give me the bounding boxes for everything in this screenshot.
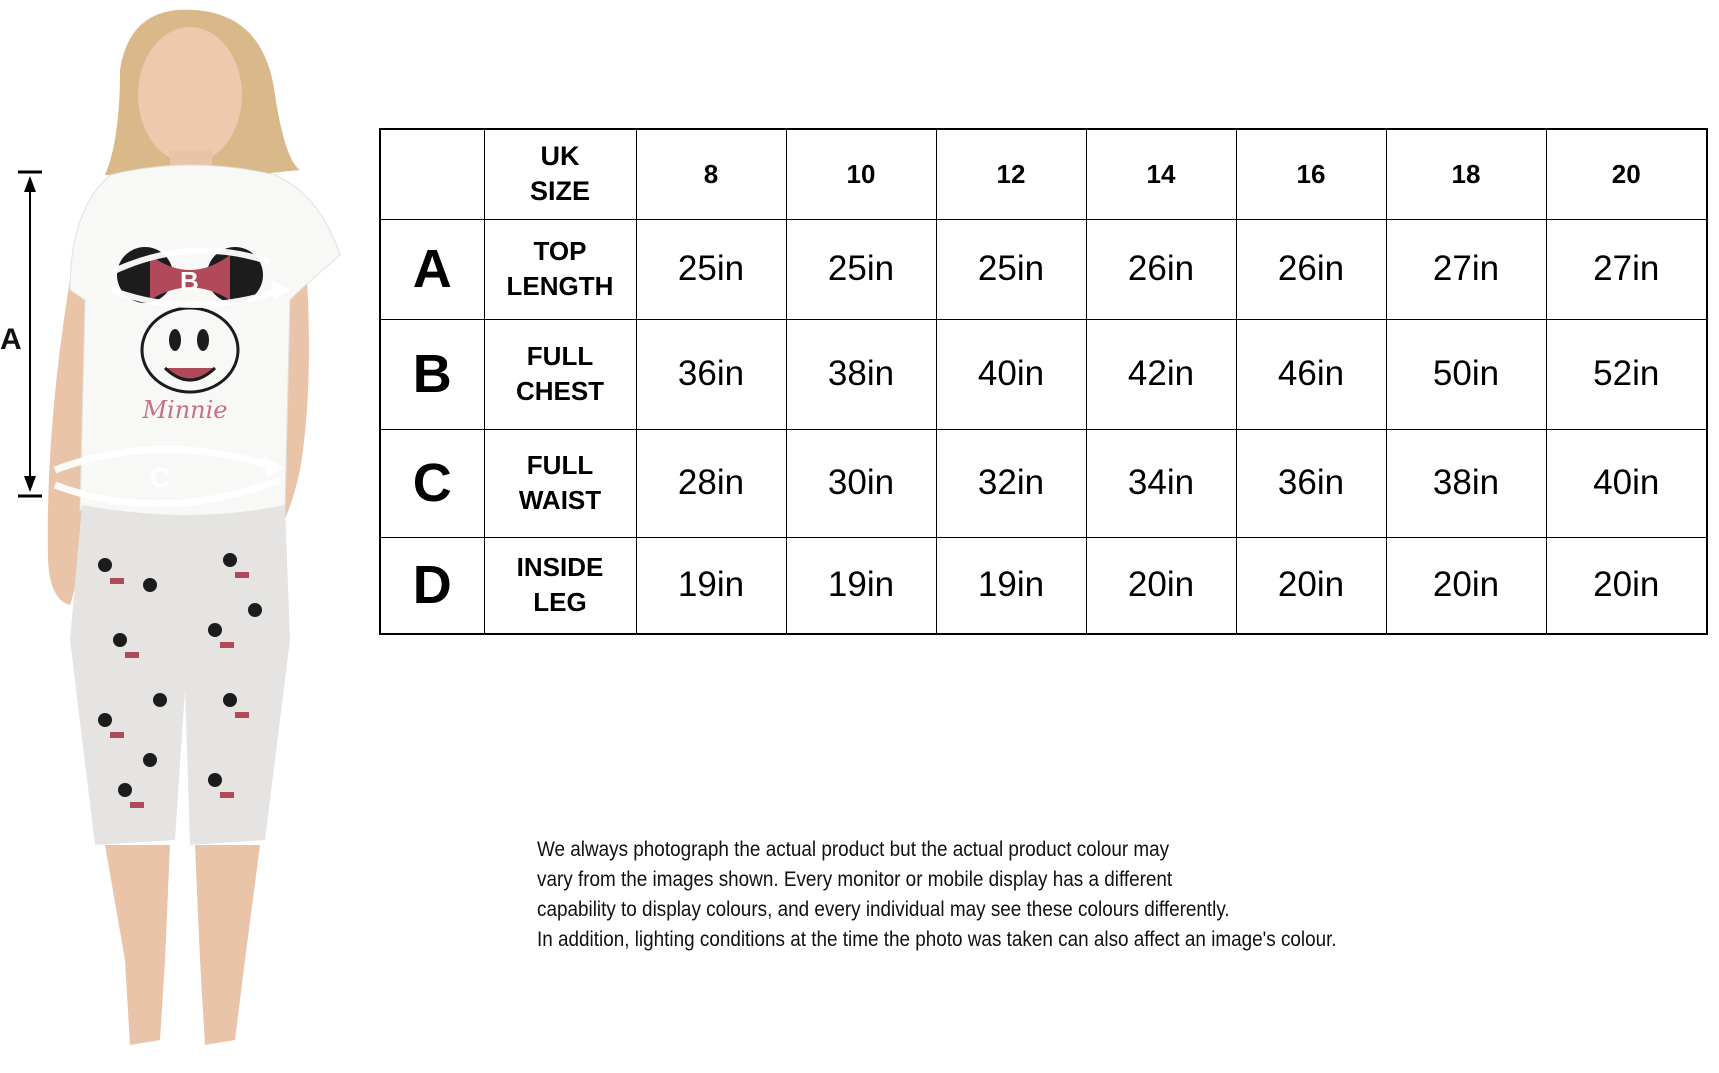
print-text: Minnie bbox=[142, 396, 228, 424]
table-cell: 19in bbox=[636, 537, 786, 634]
table-cell: 19in bbox=[936, 537, 1086, 634]
measure-a-label: A bbox=[0, 323, 22, 356]
measure-c-label: C bbox=[150, 462, 171, 493]
header-size-12: 12 bbox=[936, 129, 1086, 219]
row-measurement-name bbox=[484, 319, 636, 429]
table-cell: 40in bbox=[936, 319, 1086, 429]
row-measurement-name bbox=[484, 219, 636, 319]
table-cell: 20in bbox=[1236, 537, 1386, 634]
header-size-14: 14 bbox=[1086, 129, 1236, 219]
table-cell: 27in bbox=[1386, 219, 1546, 319]
row-name-line1: FULL bbox=[526, 450, 594, 480]
size-chart-table bbox=[379, 128, 1708, 635]
table-header-row bbox=[380, 129, 1707, 219]
colour-disclaimer bbox=[537, 835, 1347, 955]
table-cell: 25in bbox=[936, 219, 1086, 319]
table-cell: 26in bbox=[1086, 219, 1236, 319]
table-cell: 42in bbox=[1086, 319, 1236, 429]
table-cell: 30in bbox=[786, 429, 936, 537]
row-name-line2: LEG bbox=[533, 587, 587, 618]
row-name-line1: FULL bbox=[526, 341, 594, 371]
row-letter: D bbox=[380, 537, 484, 634]
table-cell: 32in bbox=[936, 429, 1086, 537]
measure-a-arrow-up bbox=[24, 176, 36, 192]
header-size-8: 8 bbox=[636, 129, 786, 219]
table-cell: 20in bbox=[1546, 537, 1707, 634]
header-size-10: 10 bbox=[786, 129, 936, 219]
row-name-line2: WAIST bbox=[518, 485, 602, 515]
pants bbox=[70, 505, 290, 845]
header-uk-size-line1: UK bbox=[540, 141, 580, 172]
table-cell: 50in bbox=[1386, 319, 1546, 429]
header-size-20: 20 bbox=[1546, 129, 1707, 219]
disclaimer-line: In addition, lighting conditions at the time the photo was taken can also affect an image's colour. bbox=[537, 928, 1337, 951]
row-measurement-name bbox=[484, 537, 636, 634]
header-size-18: 18 bbox=[1386, 129, 1546, 219]
model-figure bbox=[0, 0, 360, 1068]
row-letter: A bbox=[380, 219, 484, 319]
face bbox=[138, 27, 242, 163]
row-name-line2: CHEST bbox=[515, 376, 605, 406]
table-cell: 26in bbox=[1236, 219, 1386, 319]
row-name-line2: LENGTH bbox=[506, 271, 614, 301]
table-row bbox=[380, 537, 1707, 634]
table-row bbox=[380, 319, 1707, 429]
model-illustration bbox=[0, 0, 360, 1068]
measure-b-label: B bbox=[180, 266, 199, 296]
table-row bbox=[380, 429, 1707, 537]
print-eye-left bbox=[169, 329, 181, 351]
lower-leg-left bbox=[105, 845, 170, 1045]
row-letter: C bbox=[380, 429, 484, 537]
print-eye-right bbox=[197, 329, 209, 351]
row-name-line1: TOP bbox=[533, 236, 587, 266]
row-measurement-name bbox=[484, 429, 636, 537]
table-cell: 36in bbox=[1236, 429, 1386, 537]
table-cell: 34in bbox=[1086, 429, 1236, 537]
table-cell: 25in bbox=[786, 219, 936, 319]
disclaimer-line: We always photograph the actual product but the actual product colour may bbox=[537, 838, 1170, 861]
table-cell: 52in bbox=[1546, 319, 1707, 429]
header-blank-cell bbox=[380, 129, 484, 219]
table-cell: 20in bbox=[1386, 537, 1546, 634]
table-cell: 40in bbox=[1546, 429, 1707, 537]
table-cell: 38in bbox=[786, 319, 936, 429]
table-cell: 38in bbox=[1386, 429, 1546, 537]
table-cell: 27in bbox=[1546, 219, 1707, 319]
header-uk-size bbox=[484, 129, 636, 219]
measure-a-arrow-down bbox=[24, 476, 36, 492]
disclaimer-line: vary from the images shown. Every monitor or mobile display has a different bbox=[537, 868, 1173, 891]
table-row bbox=[380, 219, 1707, 319]
table-cell: 19in bbox=[786, 537, 936, 634]
table-cell: 36in bbox=[636, 319, 786, 429]
header-size-16: 16 bbox=[1236, 129, 1386, 219]
disclaimer-line: capability to display colours, and every individual may see these colours differently. bbox=[537, 898, 1230, 921]
header-uk-size-line2: SIZE bbox=[529, 176, 590, 207]
table-cell: 28in bbox=[636, 429, 786, 537]
row-letter: B bbox=[380, 319, 484, 429]
table-cell: 46in bbox=[1236, 319, 1386, 429]
table-cell: 20in bbox=[1086, 537, 1236, 634]
lower-leg-right bbox=[195, 845, 260, 1045]
table-cell: 25in bbox=[636, 219, 786, 319]
row-name-line1: INSIDE bbox=[516, 552, 604, 583]
